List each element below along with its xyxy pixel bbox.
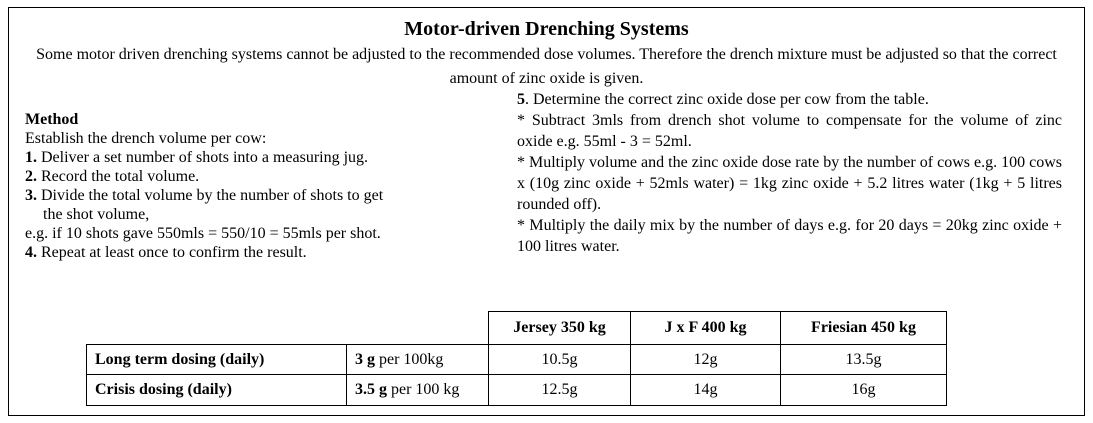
dose-rate-unit: per 100kg xyxy=(375,350,444,368)
method-step-1 xyxy=(25,148,505,167)
dose-rate-unit: per 100 kg xyxy=(387,381,460,398)
method-section xyxy=(25,110,505,262)
dose-rate-cell xyxy=(347,375,489,406)
table-cell: 10.5g xyxy=(489,345,631,375)
step-text: Repeat at least once to confirm the result. xyxy=(37,244,307,261)
table-cell: 13.5g xyxy=(781,345,947,375)
column-header: J x F 400 kg xyxy=(631,312,781,345)
table-row xyxy=(87,375,947,406)
method-step-3 xyxy=(25,186,505,205)
column-header: Friesian 450 kg xyxy=(781,312,947,345)
empty-cell xyxy=(87,312,347,345)
method-step-2 xyxy=(25,167,505,186)
empty-cell xyxy=(347,312,489,345)
step-text: Deliver a set number of shots into a measuring jug. xyxy=(37,149,369,166)
step-text: Divide the total volume by the number of shots to get xyxy=(37,187,384,204)
table-row xyxy=(87,345,947,375)
dose-rate-value: 3 g xyxy=(355,350,375,368)
table-cell: 12.5g xyxy=(489,375,631,406)
row-label: Long term dosing (daily) xyxy=(87,345,347,375)
method-lead: Establish the drench volume per cow: xyxy=(25,130,267,147)
step-number: 3. xyxy=(25,187,37,204)
note-subtract: * Subtract 3mls from drench shot volume to compensate for the volume of zinc oxide e.g. 55ml - 3 = 52ml. xyxy=(517,112,1062,150)
dose-table xyxy=(86,311,947,406)
dose-rate-cell xyxy=(347,345,489,375)
step-number: 2. xyxy=(25,168,37,185)
dose-notes-section xyxy=(517,89,1062,257)
step-number: 5 xyxy=(517,91,525,108)
table-header-row xyxy=(87,312,947,345)
step-text: . Determine the correct zinc oxide dose per cow from the table. xyxy=(525,91,929,108)
note-multiply-days: * Multiply the daily mix by the number of days e.g. for 20 days = 20kg zinc oxide + 100 litres water. xyxy=(517,217,1062,255)
table-cell: 16g xyxy=(781,375,947,406)
method-heading: Method xyxy=(25,111,79,128)
intro-paragraph: Some motor driven drenching systems cannot be adjusted to the recommended dose volumes. Therefore the drench mixture must be adjusted so that the correct amount of zinc oxide is given. xyxy=(36,46,1057,87)
table-cell: 12g xyxy=(631,345,781,375)
row-label: Crisis dosing (daily) xyxy=(87,375,347,406)
method-step-3-continued: the shot volume, xyxy=(43,206,150,223)
step-number: 1. xyxy=(25,149,37,166)
method-step-5 xyxy=(517,89,1062,110)
dose-rate-value: 3.5 g xyxy=(355,381,387,398)
step-number: 4. xyxy=(25,244,37,261)
page-title: Motor-driven Drenching Systems xyxy=(404,18,689,40)
note-multiply-cows: * Multiply volume and the zinc oxide dose rate by the number of cows e.g. 100 cows x (10g zinc oxide + 52mls water) = 1kg zinc oxide + 5.2 litres water (1kg + 5 litres rounded off). xyxy=(517,154,1062,213)
table-cell: 14g xyxy=(631,375,781,406)
step-text: Record the total volume. xyxy=(37,168,200,185)
column-header: Jersey 350 kg xyxy=(489,312,631,345)
method-example: e.g. if 10 shots gave 550mls = 550/10 = 55mls per shot. xyxy=(25,225,381,242)
method-step-4 xyxy=(25,243,505,262)
